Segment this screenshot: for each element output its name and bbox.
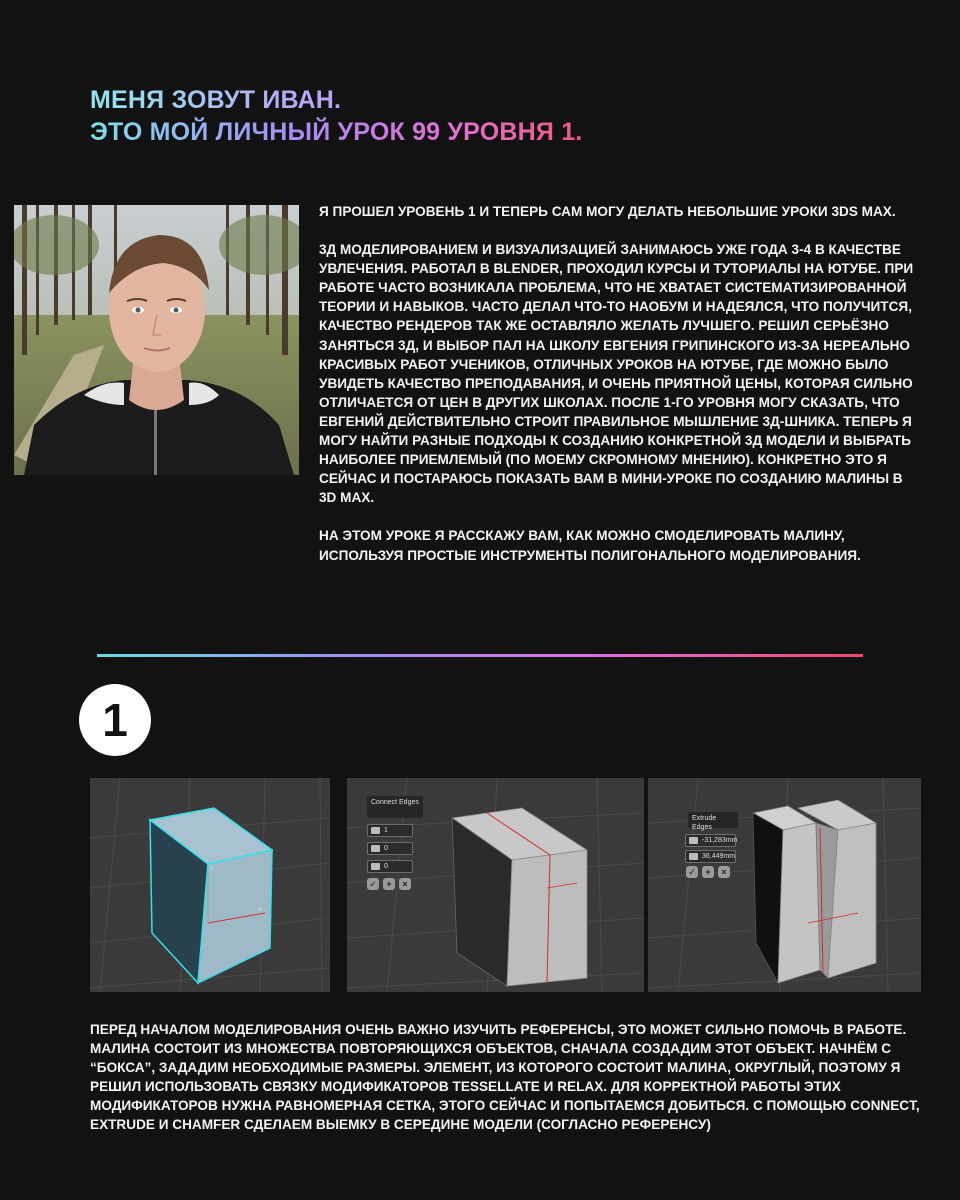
cancel-x-icon-2[interactable]: × [718,866,730,878]
connect-edges-panel-title: Connect Edges [367,796,423,818]
gradient-divider [97,654,863,657]
box-render-1 [90,778,330,992]
svg-text:z: z [210,865,214,872]
box-render-3 [648,778,921,992]
page-header [90,84,582,148]
connect-pinch-field[interactable]: 0 [367,842,413,855]
extrude-width-field[interactable]: 36,449mm [685,850,736,863]
ok-check-icon[interactable]: ✓ [367,878,379,890]
header-line-2: ЭТО МОЙ ЛИЧНЫЙ УРОК 99 УРОВНЯ 1. [90,118,583,146]
cancel-x-icon[interactable]: × [399,878,411,890]
intro-text [319,202,919,584]
intro-paragraph-2: 3Д МОДЕЛИРОВАНИЕМ И ВИЗУАЛИЗАЦИЕЙ ЗАНИМАЮСЬ УЖЕ ГОДА 3-4 В КАЧЕСТВЕ УВЛЕЧЕНИЯ. РАБОТАЛ В BLENDER, ПРОХОДИЛ КУРСЫ И ТУТОРИАЛЫ НА ЮТУБЕ. ПРИ РАБОТЕ ЧАСТО ВОЗНИКАЛА ПРОБЛЕМА, ЧТО НЕ ХВАТАЕТ СИСТЕМАТИЗИРОВАННОЙ ТЕОРИИ И НАВЫКОВ. ЧАСТО ДЕЛАЛ ЧТО-ТО НАОБУМ И НАДЕЯЛСЯ, ЧТО ПОЛУЧИТСЯ, КАЧЕСТВО РЕНДЕРОВ ТАК ЖЕ ОСТАВЛЯЛО ЖЕЛАТЬ ЛУЧШЕГО. РЕШИЛ СЕРЬЁЗНО ЗАНЯТЬСЯ 3Д, И ВЫБОР ПАЛ НА ШКОЛУ ЕВГЕНИЯ ГРИПИНСКОГО ИЗ-ЗА НЕРЕАЛЬНО КРАСИВЫХ РАБОТ УЧЕНИКОВ, ОТЛИЧНЫХ УРОКОВ НА ЮТУБЕ, ГДЕ МОЖНО БЫЛО УВИДЕТЬ КАЧЕСТВО ПРЕПОДАВАНИЯ, И ОЧЕНЬ ПРИЯТНОЙ ЦЕНЫ, КОТОРАЯ СИЛЬНО ОТЛИЧАЕТСЯ ОТ ЦЕН В ДРУГИХ ШКОЛАХ. ПОСЛЕ 1-ГО УРОВНЯ МОГУ СКАЗАТЬ, ЧТО ЕВГЕНИЙ ДЕЙСТВИТЕЛЬНО СТРОИТ ПРАВИЛЬНОЕ МЫШЛЕНИЕ 3Д-ШНИКА. ТЕПЕРЬ Я МОГУ НАЙТИ РАЗНЫЕ ПОДХОДЫ К СОЗДАНИЮ КОНКРЕТНОЙ 3Д МОДЕЛИ И ВЫБРАТЬ НАИБОЛЕЕ ПРИЕМЛЕМЫЙ (ПО МОЕМУ СКРОМНОМУ МНЕНИЮ). КОНКРЕТНО ЭТО Я СЕЙЧАС И ПОСТАРАЮСЬ ПОКАЗАТЬ ВАМ В МИНИ-УРОКЕ ПО СОЗДАНИЮ МАЛИНЫ В 3D MAX. [319,242,914,506]
intro-paragraph-3: НА ЭТОМ УРОКЕ Я РАССКАЖУ ВАМ, КАК МОЖНО СМОДЕЛИРОВАТЬ МАЛИНУ, ИСПОЛЬЗУЯ ПРОСТЫЕ ИНСТРУМЕНТЫ ПОЛИГОНАЛЬНОГО МОДЕЛИРОВАНИЯ. [319,528,861,563]
viewport-1 [90,778,330,992]
width-icon [689,853,698,860]
extrude-height-field[interactable]: -31,283mm [685,834,736,847]
svg-text:x: x [258,906,262,913]
step-number-badge: 1 [79,684,151,756]
apply-plus-icon[interactable]: + [383,878,395,890]
connect-segments-field[interactable]: 1 [367,824,413,837]
apply-plus-icon-2[interactable]: + [702,866,714,878]
slide-icon [371,863,380,870]
step-1-description: ПЕРЕД НАЧАЛОМ МОДЕЛИРОВАНИЯ ОЧЕНЬ ВАЖНО ИЗУЧИТЬ РЕФЕРЕНСЫ, ЭТО МОЖЕТ СИЛЬНО ПОМОЧЬ В РАБОТЕ. МАЛИНА СОСТОИТ ИЗ МНОЖЕСТВА ПОВТОРЯЮЩИХСЯ ОБЪЕКТОВ, СНАЧАЛА СОЗДАДИМ ЭТОТ ОБЪЕКТ. НАЧНЁМ С “БОКСА”, ЗАДАДИМ НЕОБХОДИМЫЕ РАЗМЕРЫ. ЭЛЕМЕНТ, ИЗ КОТОРОГО СОСТОИТ МАЛИНА, ОКРУГЛЫЙ, ПОЭТОМУ Я РЕШИЛ ИСПОЛЬЗОВАТЬ СВЯЗКУ МОДИФИКАТОРОВ TESSELLATE И RELAX. ДЛЯ КОРРЕКТНОЙ РАБОТЫ ЭТИХ МОДИФИКАТОРОВ НУЖНА РАВНОМЕРНАЯ СЕТКА, ЭТОГО СЕЙЧАС И ПОПЫТАЕМСЯ ДОБИТЬСЯ. С ПОМОЩЬЮ CONNECT, EXTRUDE И CHAMFER СДЕЛАЕМ ВЫЕМКУ В СЕРЕДИНЕ МОДЕЛИ (СОГЛАСНО РЕФЕРЕНСУ) [90,1022,920,1133]
pinch-icon [371,845,380,852]
viewport-2 [347,778,644,992]
viewport-3 [648,778,921,992]
header-line-1: МЕНЯ ЗОВУТ ИВАН. [90,84,582,116]
intro-paragraph-1: Я ПРОШЕЛ УРОВЕНЬ 1 И ТЕПЕРЬ САМ МОГУ ДЕЛАТЬ НЕБОЛЬШИЕ УРОКИ 3DS MAX. [319,204,896,219]
segments-icon [371,827,380,834]
extrude-edges-panel-title: Extrude Edges [688,812,738,828]
author-photo [14,205,299,475]
height-icon [689,837,698,844]
ok-check-icon-2[interactable]: ✓ [686,866,698,878]
connect-slide-field[interactable]: 0 [367,860,413,873]
